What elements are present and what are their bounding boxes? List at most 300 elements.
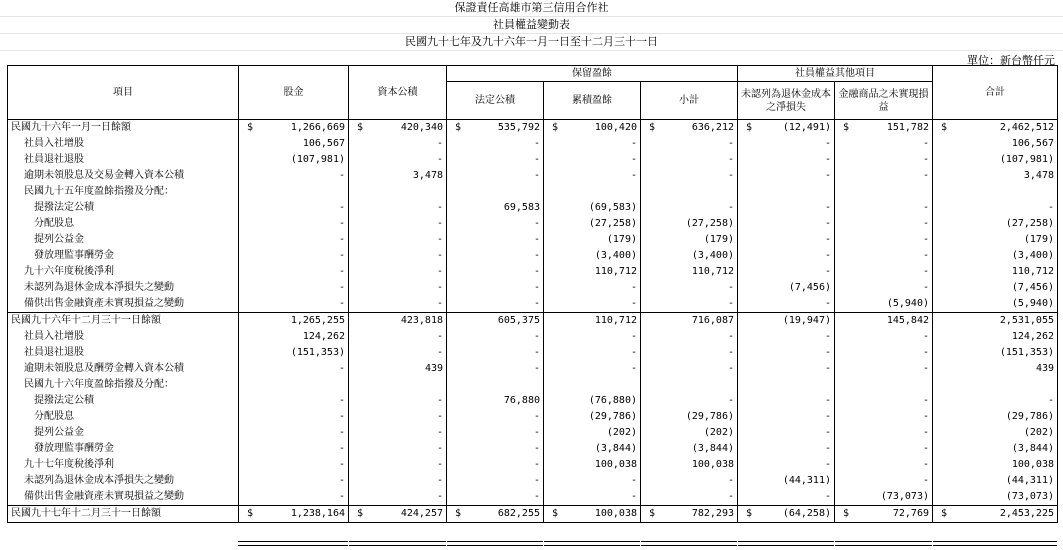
amount: -	[630, 363, 637, 374]
cell-value	[447, 136, 544, 152]
cell-value	[239, 457, 349, 473]
amount: 782,293	[691, 508, 734, 519]
row-label: 社員退社退股	[8, 152, 239, 168]
cell-value	[933, 200, 1058, 216]
cell-value	[349, 248, 447, 264]
cell-value	[349, 200, 447, 216]
cell-value	[349, 393, 447, 409]
amount: -	[727, 395, 734, 406]
cell-value	[641, 329, 738, 345]
table-row	[8, 329, 1058, 345]
cell-value	[544, 152, 641, 168]
amount: 72,769	[892, 508, 929, 519]
amount: 1,238,164	[290, 508, 345, 519]
cell-value	[349, 473, 447, 489]
cell-value	[933, 489, 1058, 506]
company-title: 保證責任高雄市第三信用合作社	[454, 1, 609, 14]
amount: -	[338, 250, 345, 261]
double-underline-reserve	[349, 541, 446, 546]
cell-value	[239, 489, 349, 506]
amount: 69,583	[503, 202, 540, 213]
currency-symbol: $	[455, 508, 462, 519]
cell-value	[835, 264, 933, 280]
cell-value	[738, 248, 835, 264]
cell-value	[239, 280, 349, 296]
amount: 76,880	[503, 395, 540, 406]
cell-value	[738, 329, 835, 345]
row-label: 提列公益金	[8, 425, 239, 441]
cell-value	[835, 409, 933, 425]
cell-value	[447, 473, 544, 489]
cell-value	[447, 361, 544, 377]
row-label: 民國九十七年十二月三十一日餘額	[8, 506, 239, 523]
cell-value	[239, 184, 349, 200]
amount: (27,258)	[1005, 218, 1054, 229]
amount: -	[824, 331, 831, 342]
cell-value	[239, 216, 349, 232]
amount: (3,400)	[594, 250, 637, 261]
header-subtotal: 小計	[641, 82, 738, 120]
cell-value	[447, 441, 544, 457]
amount: 423,818	[400, 315, 443, 326]
amount: -	[824, 427, 831, 438]
amount: -	[436, 138, 443, 149]
cell-value	[349, 184, 447, 200]
cell-value	[544, 200, 641, 216]
amount: -	[922, 266, 929, 277]
amount: -	[436, 331, 443, 342]
currency-symbol: $	[552, 508, 559, 519]
amount: -	[338, 363, 345, 374]
amount: -	[1047, 202, 1054, 213]
cell-value	[544, 264, 641, 280]
amount: (69,583)	[588, 202, 637, 213]
cell-value	[933, 425, 1058, 441]
cell-value	[738, 120, 835, 137]
cell-value	[738, 136, 835, 152]
cell-value	[239, 329, 349, 345]
cell-value	[933, 361, 1058, 377]
cell-value	[349, 441, 447, 457]
cell-value	[933, 393, 1058, 409]
amount: (64,258)	[782, 508, 831, 519]
amount: -	[630, 170, 637, 181]
cell-value	[447, 216, 544, 232]
cell-value	[349, 136, 447, 152]
cell-value	[349, 120, 447, 137]
cell-value	[239, 264, 349, 280]
cell-value	[544, 441, 641, 457]
cell-value	[933, 313, 1058, 330]
cell-value	[641, 248, 738, 264]
amount: -	[436, 266, 443, 277]
amount: (202)	[703, 427, 734, 438]
cell-value	[933, 232, 1058, 248]
amount: -	[824, 266, 831, 277]
cell-value	[738, 393, 835, 409]
cell-value	[641, 216, 738, 232]
cell-value	[933, 264, 1058, 280]
amount: -	[727, 282, 734, 293]
row-label: 備供出售金融資產未實現損益之變動	[8, 296, 239, 313]
amount: 100,038	[691, 459, 734, 470]
amount: -	[436, 427, 443, 438]
amount: 151,782	[886, 122, 929, 133]
amount: -	[727, 363, 734, 374]
cell-value	[447, 232, 544, 248]
cell-value	[933, 136, 1058, 152]
amount: -	[824, 202, 831, 213]
table-row	[8, 377, 1058, 393]
table-row	[8, 136, 1058, 152]
amount: -	[922, 459, 929, 470]
cell-value	[239, 136, 349, 152]
cell-value	[738, 425, 835, 441]
header-unrealized-gain: 金融商品之未實現損益	[835, 82, 933, 120]
amount: (3,400)	[1011, 250, 1054, 261]
cell-value	[544, 120, 641, 137]
table-row	[8, 216, 1058, 232]
cell-value	[933, 345, 1058, 361]
amount: -	[338, 298, 345, 309]
amount: (27,258)	[685, 218, 734, 229]
cell-value	[447, 457, 544, 473]
cell-value	[933, 184, 1058, 200]
cell-value	[738, 506, 835, 523]
cell-value	[239, 152, 349, 168]
amount: -	[630, 138, 637, 149]
amount: -	[436, 411, 443, 422]
cell-value	[835, 296, 933, 313]
table-row	[8, 473, 1058, 489]
amount: (29,786)	[588, 411, 637, 422]
amount: -	[824, 170, 831, 181]
cell-value	[349, 361, 447, 377]
amount: 145,842	[886, 315, 929, 326]
cell-value	[641, 361, 738, 377]
double-underline-legal	[447, 541, 543, 546]
amount: 110,712	[691, 266, 734, 277]
currency-symbol: $	[941, 508, 948, 519]
amount: -	[727, 138, 734, 149]
cell-value	[641, 489, 738, 506]
cell-value	[447, 345, 544, 361]
cell-value	[447, 264, 544, 280]
cell-value	[738, 280, 835, 296]
amount: -	[922, 218, 929, 229]
amount: -	[824, 154, 831, 165]
cell-value	[835, 232, 933, 248]
amount: -	[338, 218, 345, 229]
amount: -	[922, 202, 929, 213]
amount: 636,212	[691, 122, 734, 133]
cell-value	[447, 248, 544, 264]
cell-value	[447, 409, 544, 425]
cell-value	[835, 473, 933, 489]
amount: (44,311)	[782, 475, 831, 486]
cell-value	[738, 216, 835, 232]
header-other-equity: 社員權益其他項目	[738, 66, 933, 82]
amount: 2,453,225	[999, 508, 1054, 519]
amount: 1,266,669	[290, 122, 345, 133]
row-label: 社員退社退股	[8, 345, 239, 361]
amount: 420,340	[400, 122, 443, 133]
amount: (73,073)	[880, 491, 929, 502]
amount: (12,491)	[782, 122, 831, 133]
cell-value	[933, 152, 1058, 168]
currency-symbol: $	[247, 122, 254, 133]
amount: -	[1047, 395, 1054, 406]
amount: -	[533, 443, 540, 454]
cell-value	[544, 296, 641, 313]
amount: -	[824, 395, 831, 406]
cell-value	[544, 136, 641, 152]
amount: 110,712	[594, 266, 637, 277]
cell-value	[239, 409, 349, 425]
cell-value	[738, 409, 835, 425]
amount: -	[436, 298, 443, 309]
cell-value	[933, 248, 1058, 264]
cell-value	[447, 152, 544, 168]
cell-value	[641, 457, 738, 473]
amount: -	[436, 282, 443, 293]
amount: -	[436, 395, 443, 406]
cell-value	[738, 441, 835, 457]
cell-value	[447, 200, 544, 216]
currency-symbol: $	[455, 122, 462, 133]
row-label: 民國九十五年度盈餘指撥及分配：	[8, 184, 239, 200]
cell-value	[349, 506, 447, 523]
header-capital: 股金	[239, 66, 349, 120]
cell-value	[349, 313, 447, 330]
amount: -	[630, 154, 637, 165]
row-label: 民國九十六年一月一日餘額	[8, 120, 239, 137]
row-label: 社員入社增股	[8, 136, 239, 152]
cell-value	[835, 329, 933, 345]
cell-value	[544, 473, 641, 489]
cell-value	[738, 345, 835, 361]
amount: -	[533, 138, 540, 149]
table-row	[8, 280, 1058, 296]
currency-symbol: $	[357, 122, 364, 133]
cell-value	[835, 120, 933, 137]
cell-value	[641, 296, 738, 313]
row-label: 備供出售金融資產未實現損益之變動	[8, 489, 239, 506]
amount: (202)	[606, 427, 637, 438]
amount: 124,262	[1011, 331, 1054, 342]
cell-value	[447, 425, 544, 441]
amount: -	[436, 459, 443, 470]
header-item: 項目	[8, 66, 239, 120]
amount: -	[922, 234, 929, 245]
amount: -	[922, 411, 929, 422]
table-row	[8, 457, 1058, 473]
amount: (76,880)	[588, 395, 637, 406]
double-underline-total	[933, 541, 1057, 546]
amount: -	[533, 282, 540, 293]
amount: (7,456)	[1011, 282, 1054, 293]
cell-value	[933, 377, 1058, 393]
cell-value	[933, 280, 1058, 296]
row-label: 分配股息	[8, 216, 239, 232]
amount: -	[922, 475, 929, 486]
amount: 106,567	[302, 138, 345, 149]
amount: -	[922, 154, 929, 165]
cell-value	[239, 232, 349, 248]
cell-value	[544, 280, 641, 296]
amount: 716,087	[691, 315, 734, 326]
cell-value	[544, 248, 641, 264]
cell-value	[641, 393, 738, 409]
cell-value	[933, 441, 1058, 457]
double-underline-fin	[835, 541, 932, 546]
amount: -	[533, 218, 540, 229]
cell-value	[349, 425, 447, 441]
double-underline-subtotal	[641, 541, 737, 546]
cell-value	[933, 120, 1058, 137]
cell-value	[738, 457, 835, 473]
cell-value	[738, 361, 835, 377]
amount: -	[727, 154, 734, 165]
amount: -	[533, 475, 540, 486]
amount: -	[824, 347, 831, 358]
amount: -	[727, 202, 734, 213]
amount: -	[533, 250, 540, 261]
cell-value	[447, 120, 544, 137]
cell-value	[835, 345, 933, 361]
table-row	[8, 200, 1058, 216]
amount: -	[630, 331, 637, 342]
amount: 3,478	[1023, 170, 1054, 181]
cell-value	[835, 489, 933, 506]
cell-value	[239, 393, 349, 409]
table-row	[8, 345, 1058, 361]
cell-value	[835, 313, 933, 330]
cell-value	[835, 393, 933, 409]
cell-value	[447, 313, 544, 330]
table-row	[8, 441, 1058, 457]
amount: (3,400)	[691, 250, 734, 261]
amount: -	[922, 443, 929, 454]
amount: (29,786)	[685, 411, 734, 422]
cell-value	[933, 168, 1058, 184]
amount: 439	[424, 363, 443, 374]
currency-symbol: $	[843, 508, 850, 519]
amount: 110,712	[1011, 266, 1054, 277]
cell-value	[835, 248, 933, 264]
table-body	[8, 120, 1058, 523]
amount: -	[922, 331, 929, 342]
amount: 682,255	[497, 508, 540, 519]
amount: 424,257	[400, 508, 443, 519]
amount: -	[922, 170, 929, 181]
double-underline-capital	[238, 541, 348, 546]
cell-value	[544, 313, 641, 330]
cell-value	[544, 168, 641, 184]
header-legal-reserve: 法定公積	[447, 82, 544, 120]
header-capital-reserve: 資本公積	[349, 66, 447, 120]
cell-value	[349, 152, 447, 168]
cell-value	[738, 377, 835, 393]
cell-value	[641, 473, 738, 489]
table-row	[8, 248, 1058, 264]
cell-value	[349, 280, 447, 296]
amount: -	[533, 347, 540, 358]
amount: -	[436, 202, 443, 213]
row-label: 分配股息	[8, 409, 239, 425]
amount: -	[436, 347, 443, 358]
amount: -	[824, 250, 831, 261]
cell-value	[349, 329, 447, 345]
currency-symbol: $	[357, 508, 364, 519]
cell-value	[738, 264, 835, 280]
amount: (29,786)	[1005, 411, 1054, 422]
amount: (7,456)	[788, 282, 831, 293]
statement-title: 社員權益變動表	[493, 18, 570, 31]
cell-value	[738, 232, 835, 248]
amount: -	[824, 459, 831, 470]
cell-value	[349, 377, 447, 393]
amount: (3,844)	[594, 443, 637, 454]
cell-value	[544, 489, 641, 506]
cell-value	[544, 409, 641, 425]
cell-value	[641, 506, 738, 523]
cell-value	[239, 168, 349, 184]
currency-symbol: $	[552, 122, 559, 133]
currency-symbol: $	[746, 508, 753, 519]
cell-value	[239, 120, 349, 137]
amount: -	[922, 395, 929, 406]
cell-value	[641, 377, 738, 393]
amount: -	[533, 298, 540, 309]
cell-value	[641, 345, 738, 361]
row-label: 提撥法定公積	[8, 393, 239, 409]
amount: (5,940)	[1011, 298, 1054, 309]
double-underline-pension	[738, 541, 834, 546]
cell-value	[239, 473, 349, 489]
amount: -	[436, 443, 443, 454]
cell-value	[447, 489, 544, 506]
cell-value	[641, 200, 738, 216]
amount: 100,038	[1011, 459, 1054, 470]
cell-value	[544, 393, 641, 409]
cell-value	[447, 168, 544, 184]
cell-value	[349, 296, 447, 313]
amount: -	[436, 491, 443, 502]
cell-value	[349, 489, 447, 506]
header-retained-earnings: 保留盈餘	[447, 66, 738, 82]
amount: -	[533, 427, 540, 438]
amount: -	[338, 395, 345, 406]
cell-value	[933, 216, 1058, 232]
amount: -	[338, 282, 345, 293]
currency-symbol: $	[746, 122, 753, 133]
cell-value	[835, 361, 933, 377]
amount: -	[630, 298, 637, 309]
amount: (179)	[606, 234, 637, 245]
currency-symbol: $	[941, 122, 948, 133]
amount: 110,712	[594, 315, 637, 326]
cell-value	[239, 377, 349, 393]
cell-value	[933, 296, 1058, 313]
balance-row	[8, 313, 1058, 330]
cell-value	[544, 361, 641, 377]
amount: 106,567	[1011, 138, 1054, 149]
table-row	[8, 393, 1058, 409]
amount: -	[533, 154, 540, 165]
row-label: 發放理監事酬勞金	[8, 441, 239, 457]
unit-label: 單位：新台幣仟元	[967, 54, 1055, 67]
